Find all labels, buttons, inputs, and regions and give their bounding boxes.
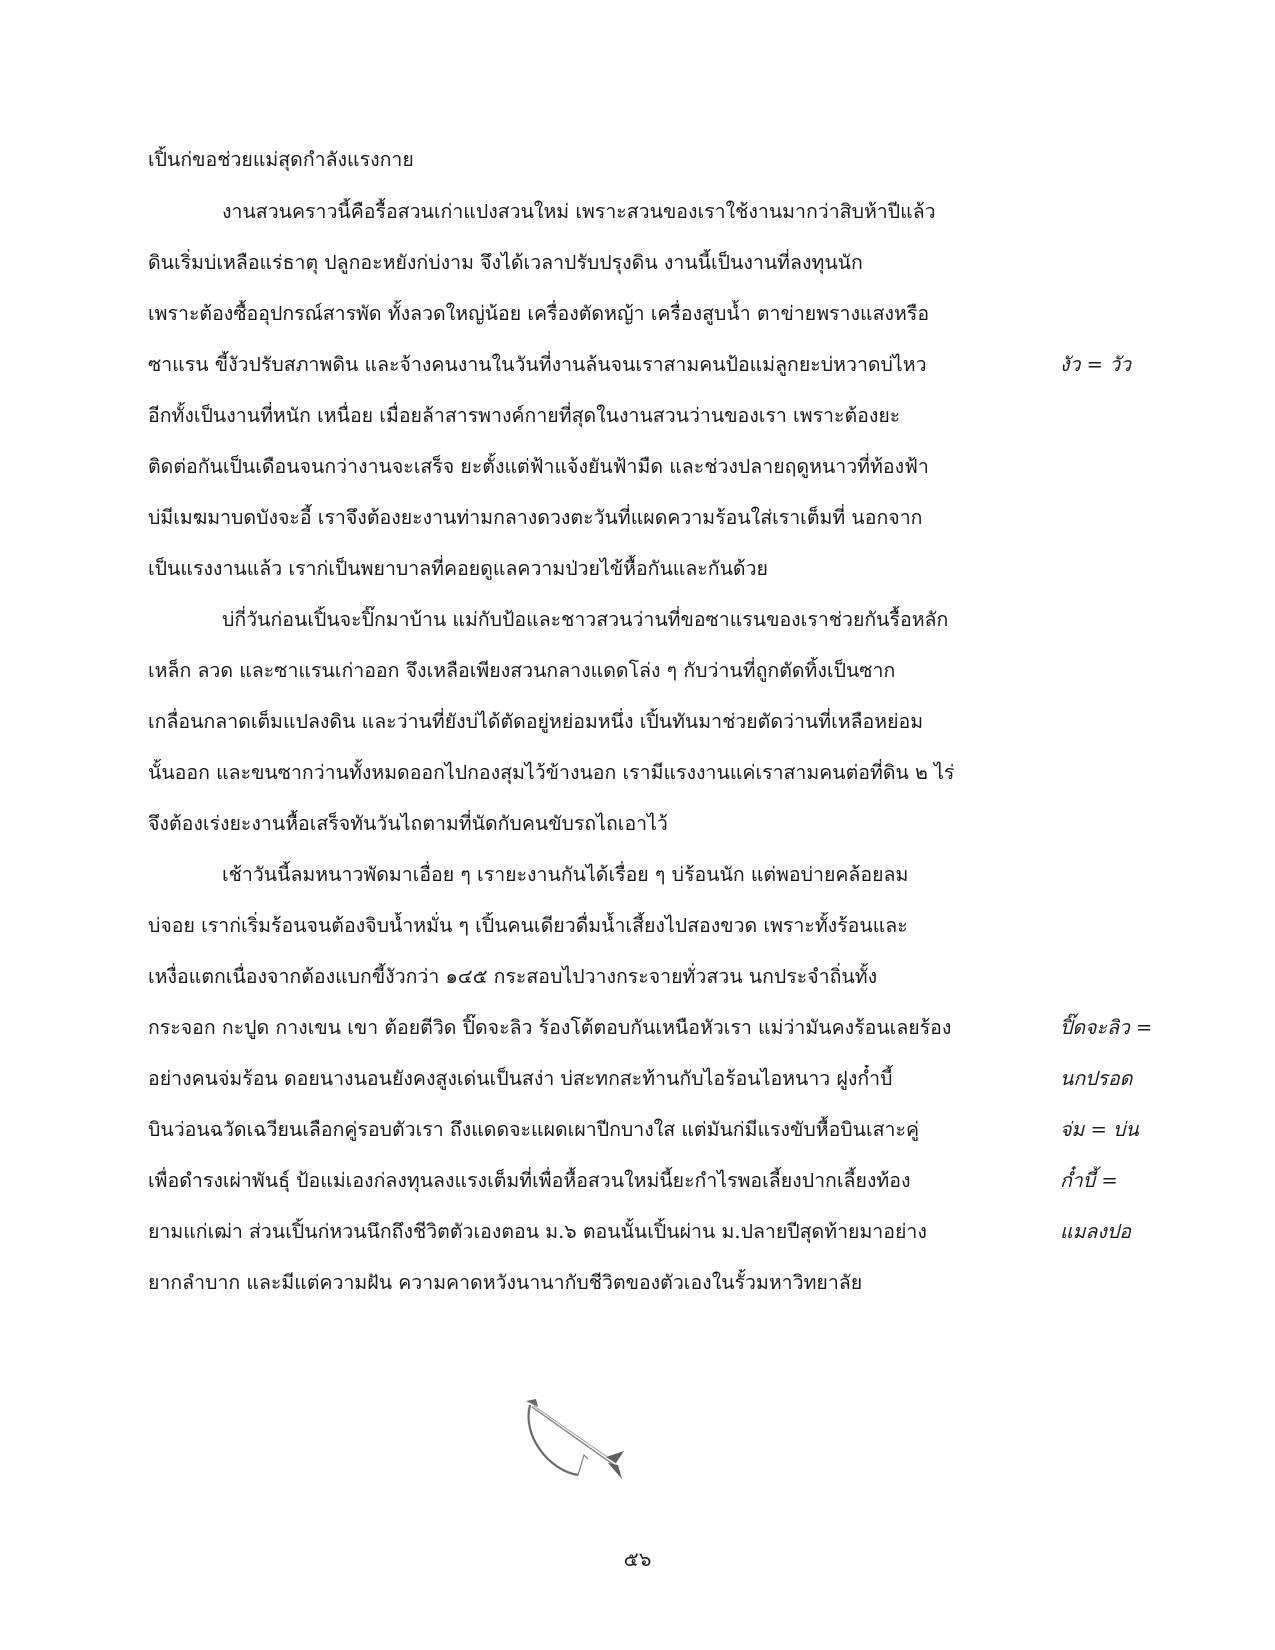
margin-note: จ่ม = บ่น	[1060, 1118, 1139, 1141]
body-line: เหล็ก ลวด และซาแรนเก่าออก จึงเหลือเพียงสวนกลางแดดโล่ง ๆ กับว่านที่ถูกตัดทิ้งเป็นซาก	[148, 659, 896, 682]
margin-note: นกปรอด	[1060, 1067, 1133, 1090]
paragraph-start: เช้าวันนี้ลมหนาวพัดมาเอื่อย ๆ เรายะงานกันได้เรื่อย ๆ บ่ร้อนนัก แต่พอบ่ายคล้อยลม	[222, 863, 909, 886]
body-line: จึงต้องเร่งยะงานหื้อเสร็จทันวันไถตามที่นัดกับคนขับรถไถเอาไว้	[148, 812, 668, 835]
body-line: ติดต่อกันเป็นเดือนจนกว่างานจะเสร็จ ยะตั้งแต่ฟ้าแจ้งยันฟ้ามืด และช่วงปลายฤดูหนาวที่ท้องฟ้า	[148, 455, 929, 478]
margin-note: ก๋ำบี้ =	[1060, 1169, 1118, 1192]
body-line: เหงื่อแตกเนื่องจากต้องแบกขี้งัวกว่า ๑๔๕ กระสอบไปวางกระจายทั่วสวน นกประจำถิ่นทั้ง	[148, 965, 878, 988]
body-line: เพราะต้องซื้ออุปกรณ์สารพัด ทั้งลวดใหญ่น้อย เครื่องตัดหญ้า เครื่องสูบน้ำ ตาข่ายพรางแสงหรือ	[148, 302, 930, 325]
margin-note: แมลงปอ	[1060, 1220, 1131, 1243]
body-line: เป็นแรงงานแล้ว เราก่เป็นพยาบาลที่คอยดูแลความป่วยไข้หื้อกันและกันด้วย	[148, 557, 768, 580]
body-line: เกลื่อนกลาดเต็มแปลงดิน และว่านที่ยังบ่ได้ตัดอยู่หย่อมหนึ่ง เปิ้นทันมาช่วยตัดว่านที่เหลือหย่อม	[148, 710, 924, 733]
body-line: ดินเริ่มบ่เหลือแร่ธาตุ ปลูกอะหยังก่บ่งาม จึงได้เวลาปรับปรุงดิน งานนี้เป็นงานที่ลงทุนนัก	[148, 251, 863, 274]
margin-note: ปิ๊ดจะลิว =	[1060, 1016, 1153, 1039]
page-number: ๕๖	[623, 1547, 652, 1571]
body-line: กระจอก กะปูด กางเขน เขา ต้อยตีวิด ปิ๊ดจะลิว ร้องโต้ตอบกันเหนือหัวเรา แม่ว่ามันคงร้อนเลยร้อง	[148, 1016, 952, 1039]
body-line: บ่จอย เราก่เริ่มร้อนจนต้องจิบน้ำหมั่น ๆ เปิ้นคนเดียวดื่มน้ำเสี้ยงไปสองขวด เพราะทั้งร้อนและ	[148, 914, 908, 937]
body-line: ยากลำบาก และมีแต่ความฝัน ความคาดหวังนานากับชีวิตของตัวเองในรั้วมหาวิทยาลัย	[148, 1271, 863, 1294]
body-line: อีกทั้งเป็นงานที่หนัก เหนื่อย เมื่อยล้าสารพางค์กายที่สุดในงานสวนว่านของเรา เพราะต้องยะ	[148, 404, 901, 427]
body-line: ซาแรน ขี้งัวปรับสภาพดิน และจ้างคนงานในวันที่งานล้นจนเราสามคนป้อแม่ลูกยะบ่หวาดบ่ไหว	[148, 353, 927, 376]
body-line: บินว่อนฉวัดเฉวียนเลือกคู่รอบตัวเรา ถึงแดดจะแผดเผาปีกบางใส แต่มันก่มีแรงขับหื้อบินเสาะคู่	[148, 1118, 920, 1141]
body-line: ยามแก่เฒ่า ส่วนเปิ้นก่หวนนึกถึงชีวิตตัวเองตอน ม.๖ ตอนนั้นเปิ้นผ่าน ม.ปลายปีสุดท้ายมาอย่าง	[148, 1220, 927, 1243]
body-line: เปิ้นก่ขอช่วยแม่สุดกำลังแรงกาย	[148, 148, 414, 171]
margin-note: งัว = วัว	[1060, 353, 1132, 376]
body-line: นั้นออก และขนซากว่านทั้งหมดออกไปกองสุมไว้ข้างนอก เรามีแรงงานแค่เราสามคนต่อที่ดิน ๒ ไร่	[148, 761, 955, 784]
bow-and-arrow-icon	[518, 1395, 648, 1485]
body-line: บ่มีเมฆมาบดบังจะอี้ เราจึงต้องยะงานท่ามกลางดวงตะวันที่แผดความร้อนใส่เราเต็มที่ นอกจาก	[148, 506, 923, 529]
paragraph-start: บ่กี่วันก่อนเปิ้นจะปิ๊กมาบ้าน แม่กับป้อและชาวสวนว่านที่ขอซาแรนของเราช่วยกันรื้อหลัก	[222, 608, 949, 631]
paragraph-start: งานสวนคราวนี้คือรื้อสวนเก่าแปงสวนใหม่ เพราะสวนของเราใช้งานมากว่าสิบห้าปีแล้ว	[222, 200, 936, 223]
body-line: อย่างคนจ่มร้อน ดอยนางนอนยังคงสูงเด่นเป็นสง่า บ่สะทกสะท้านกับไอร้อนไอหนาว ฝูงก๋ำบี้	[148, 1067, 893, 1090]
body-line: เพื่อดำรงเผ่าพันธุ์ ป้อแม่เองก่ลงทุนลงแรงเต็มที่เพื่อหื้อสวนใหม่นี้ยะกำไรพอเลี้ยงปากเลี้ยงท้อง	[148, 1169, 911, 1192]
